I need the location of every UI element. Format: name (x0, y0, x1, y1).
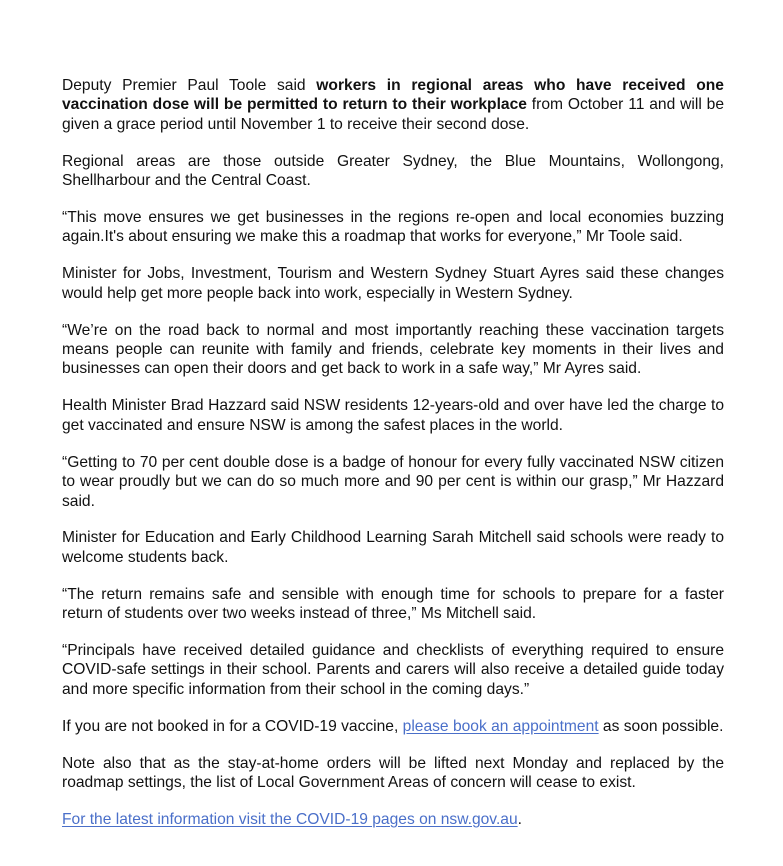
paragraph-hazzard-statement: Health Minister Brad Hazzard said NSW residents 12-years-old and over have led the charge to get vaccinated and ensure NSW is among the safest places in the world. (62, 397, 724, 434)
paragraph-toole-announcement (62, 76, 724, 134)
paragraph-regional-areas: Regional areas are those outside Greater Sydney, the Blue Mountains, Wollongong, Shellharbour and the Central Coast. (62, 152, 724, 190)
book-vaccine-intro-text: If you are not booked in for a COVID-19 vaccine, (62, 717, 403, 735)
book-vaccine-tail-text: as soon possible. (598, 717, 724, 735)
paragraph-mitchell-statement: Minister for Education and Early Childhood Learning Sarah Mitchell said schools were ready to welcome students back. (62, 529, 724, 566)
latest-info-period: . (517, 810, 522, 828)
regional-workers-bold-text: workers in regional areas who have received one vaccination dose will be permitted to return to their workplace (62, 77, 724, 114)
paragraph-latest-info (62, 810, 724, 829)
grace-period-text: from October 11 and will be given a grace period until November 1 to receive their second dose. (62, 96, 725, 133)
book-appointment-link[interactable]: please book an appointment (402, 717, 599, 735)
paragraph-ayres-statement: Minister for Jobs, Investment, Tourism and Western Sydney Stuart Ayres said these changes would help get more people back into work, especially in Western Sydney. (62, 265, 724, 302)
paragraph-ayres-quote: “We’re on the road back to normal and most importantly reaching these vaccination targets means people can reunite with family and friends, celebrate key moments in their lives and businesses can open their doors and get back to work in a safe way,” Mr Ayres said. (62, 321, 724, 378)
document-body (62, 76, 724, 829)
paragraph-toole-quote: “This move ensures we get businesses in the regions re-open and local economies buzzing again.It's about ensuring we make this a roadmap that works for everyone,” Mr Toole said. (62, 209, 724, 246)
paragraph-lga-note: Note also that as the stay-at-home orders will be lifted next Monday and replaced by the roadmap settings, the list of Local Government Areas of concern will cease to exist. (62, 754, 724, 792)
paragraph-principals-quote: “Principals have received detailed guidance and checklists of everything required to ensure COVID-safe settings in their school. Parents and carers will also receive a detailed guide today and more specific information from their school in the coming days.” (62, 642, 724, 698)
paragraph-hazzard-quote: “Getting to 70 per cent double dose is a badge of honour for every fully vaccinated NSW citizen to wear proudly but we can do so much more and 90 per cent is within our grasp,” Mr Hazzard said. (62, 453, 724, 510)
toole-intro-text: Deputy Premier Paul Toole said (62, 77, 317, 94)
paragraph-mitchell-quote: “The return remains safe and sensible with enough time for schools to prepare for a faster return of students over two weeks instead of three,” Ms Mitchell said. (62, 585, 724, 623)
paragraph-book-vaccine (62, 717, 724, 736)
covid-pages-link[interactable]: For the latest information visit the COVID-19 pages on nsw.gov.au (62, 810, 518, 828)
